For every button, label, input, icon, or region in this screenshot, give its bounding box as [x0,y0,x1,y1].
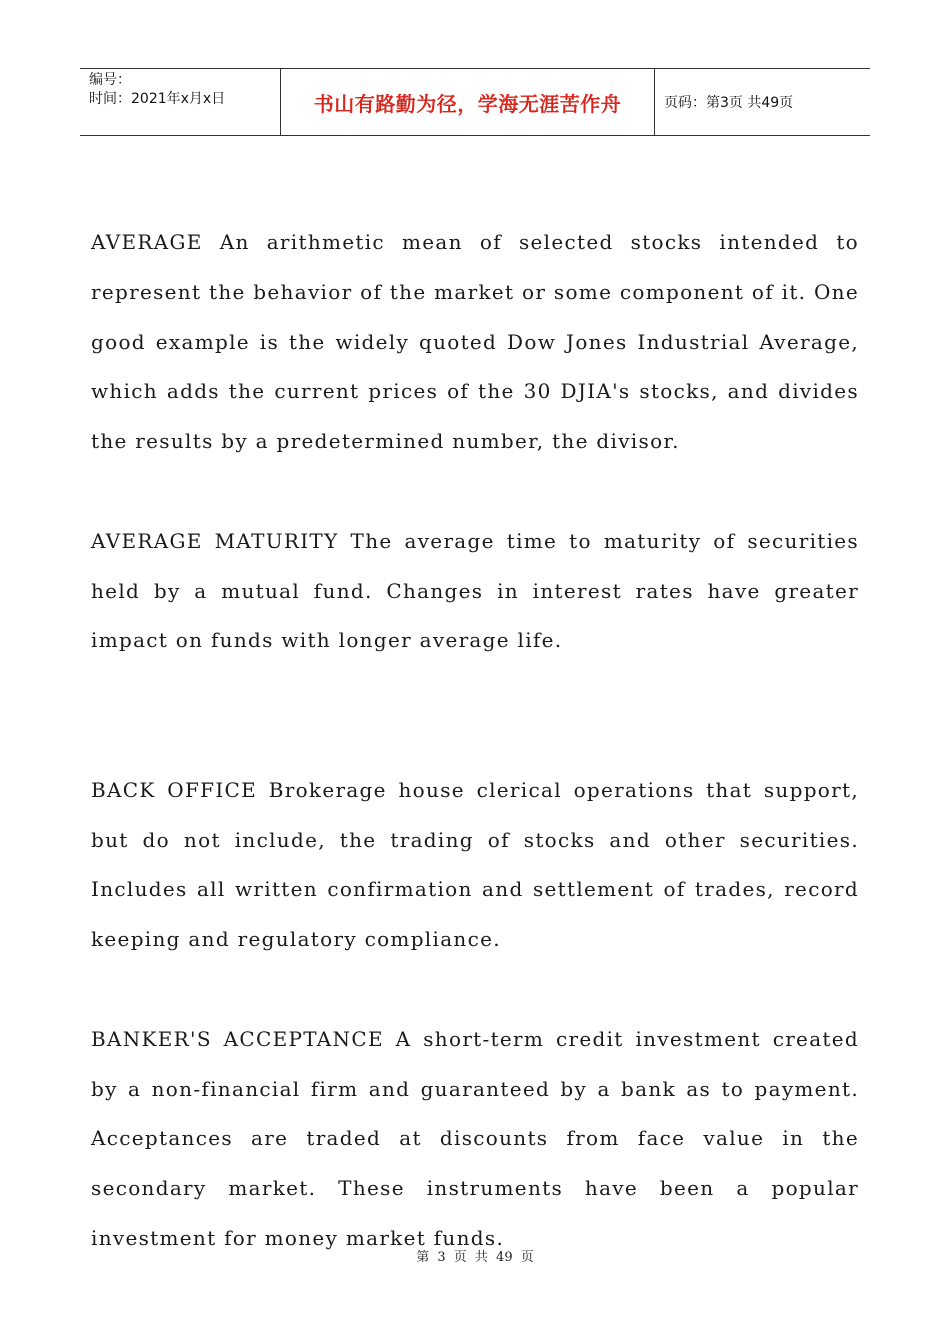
page-footer: 第 3 页 共 49 页 [416,1250,534,1265]
header-page-info: 页码：第3页 共49页 [664,95,794,111]
paragraph-bankers-acceptance: BANKER'S ACCEPTANCE A short-term credit investment created by a non-financial firm and guaranteed by a bank as to payment. Acceptances are traded at discounts from face value in the secondary market. These instruments have been a popular investment for money market funds. [91,1026,859,1250]
paragraph-spacer [91,467,859,517]
header-motto: 书山有路勤为径，学海无涯苦作舟 [281,69,655,135]
paragraph-back-office: BACK OFFICE Brokerage house clerical operations that support, but do not include, the trading of stocks and other securities. Includes all written confirmation and settlement of trades, record keeping and regulatory compliance. [91,777,859,952]
paragraph-average: AVERAGE An arithmetic mean of selected stocks intended to represent the behavior of the market or some component of it. One good example is the widely quoted Dow Jones Industrial Average, which adds the current prices of the 30 DJIA's stocks, and divides the results by a predetermined number, the divisor. [91,230,859,454]
paragraph-spacer [91,666,859,766]
paragraph-spacer [91,965,859,1015]
document-body [91,218,859,1264]
header-meta [80,69,281,135]
page-header [80,68,870,136]
serial-number-label: 编号： [89,72,131,88]
date-label: 时间：2021年x月x日 [89,91,226,107]
paragraph-average-maturity: AVERAGE MATURITY The average time to maturity of securities held by a mutual fund. Changes in interest rates have greater impact on funds with longer average life. [91,528,859,653]
